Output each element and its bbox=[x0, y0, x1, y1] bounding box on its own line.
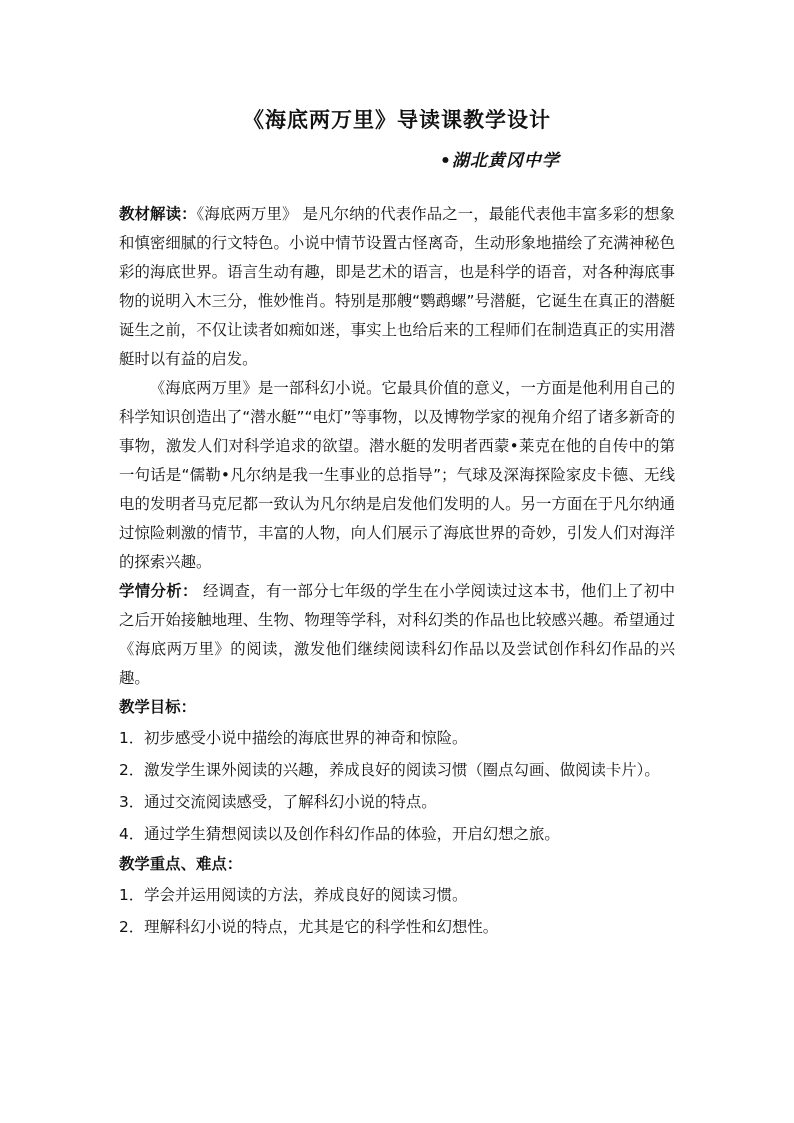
document-title: 《海底两万里》导读课教学设计 bbox=[243, 107, 551, 132]
learners-label: 学情分析： bbox=[119, 582, 198, 600]
material-label: 教材解读： bbox=[119, 205, 197, 223]
goal-item: 3．通过交流阅读感受，了解科幻小说的特点。 bbox=[119, 793, 437, 811]
document-author: •湖北黄冈中学 bbox=[440, 151, 560, 171]
learners-text: 经调查，有一部分七年级的学生在小学阅读过这本书，他们上了初中之后开始接触地理、生物、物理等学科，对科幻类的作品也比较感兴趣。希望通过《海底两万里》的阅读，激发他们继续阅读科幻作品以及尝试创作科幻作品的兴趣。 bbox=[119, 582, 675, 687]
material-text: 《海底两万里》 是凡尔纳的代表作品之一，最能代表他丰富多彩的想象和慎密细腻的行文特色。小说中情节设置古怪离奇，生动形象地描绘了充满神秘色彩的海底世界。语言生动有趣，即是艺术的语言，也是科学的语音，对各种海底事物的说明入木三分，惟妙惟肖。特别是那艘“鹦鹉螺”号潜艇，它诞生在真正的潜艇诞生之前，不仅让读者如痴如迷，事实上也给后来的工程师们在制造真正的实用潜艇时以有益的启发。 bbox=[119, 205, 675, 368]
goal-item: 4．通过学生猜想阅读以及创作科幻作品的体验，开启幻想之旅。 bbox=[119, 825, 560, 843]
keypoint-item: 2．理解科幻小说的特点，尤其是它的科学性和幻想性。 bbox=[119, 918, 499, 936]
goal-item: 2．激发学生课外阅读的兴趣，养成良好的阅读习惯（圈点勾画、做阅读卡片）。 bbox=[119, 761, 660, 779]
keypoint-item: 1．学会并运用阅读的方法，养成良好的阅读习惯。 bbox=[119, 886, 468, 904]
keypoints-heading: 教学重点、难点： bbox=[119, 855, 243, 873]
learners-paragraph bbox=[119, 577, 675, 693]
goals-heading: 教学目标： bbox=[119, 698, 196, 716]
material-paragraph-2: 《海底两万里》是一部科幻小说。它最具价值的意义，一方面是他利用自己的科学知识创造出了“潜水艇”“电灯”等事物，以及博物学家的视角介绍了诸多新奇的事物，激发人们对科学追求的欲望。潜水艇的发明者西蒙•莱克在他的自传中的第一句话是“儒勒•凡尔纳是我一生事业的总指导”；气球及深海探险家皮卡德、无线电的发明者马克尼都一致认为凡尔纳是启发他们发明的人。另一方面在于凡尔纳通过惊险刺激的情节，丰富的人物，向人们展示了海底世界的奇妙，引发人们对海洋的探索兴趣。 bbox=[119, 379, 675, 571]
material-paragraph-1 bbox=[119, 200, 675, 374]
goal-item: 1．初步感受小说中描绘的海底世界的神奇和惊险。 bbox=[119, 729, 468, 747]
document-body bbox=[119, 200, 675, 943]
